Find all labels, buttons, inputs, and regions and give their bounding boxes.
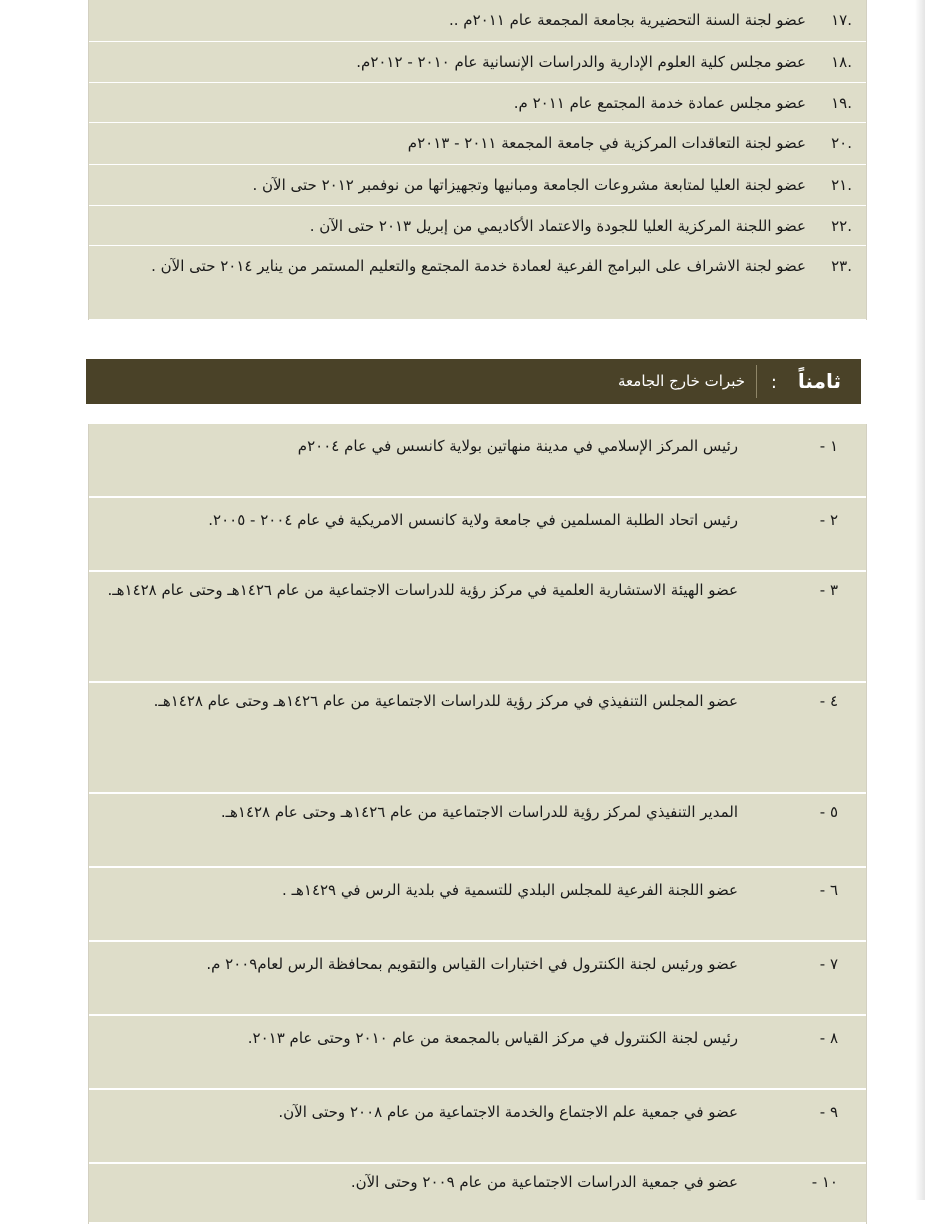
item-text: عضو مجلس كلية العلوم الإدارية والدراسات الإنسانية عام ٢٠١٠ - ٢٠١٢م. — [356, 53, 806, 71]
item-number: .١٨ — [831, 53, 852, 71]
table-row — [89, 794, 866, 868]
item-number: .٢٠ — [831, 134, 852, 152]
table-row — [89, 1090, 866, 1164]
item-text: رئيس اتحاد الطلبة المسلمين في جامعة ولاية كانسس الامريكية في عام ٢٠٠٤ - ٢٠٠٥. — [208, 511, 738, 529]
list-item — [89, 83, 866, 123]
table-row — [89, 868, 866, 942]
list-item — [89, 206, 866, 246]
table-row — [89, 572, 866, 683]
table-row — [89, 424, 866, 498]
item-text: عضو المجلس التنفيذي في مركز رؤية للدراسات الاجتماعية من عام ١٤٢٦هـ وحتى عام ١٤٢٨هـ. — [153, 692, 738, 710]
list-item — [89, 165, 866, 206]
item-number: ١ - — [819, 437, 838, 455]
item-text: عضو مجلس عمادة خدمة المجتمع عام ٢٠١١ م. — [513, 94, 806, 112]
item-number: ٧ - — [819, 955, 838, 973]
section-title: خبرات خارج الجامعة — [618, 372, 745, 390]
list-item — [89, 42, 866, 83]
experience-table — [88, 424, 867, 1224]
header-divider — [756, 365, 757, 398]
table-row — [89, 942, 866, 1016]
item-number: ٤ - — [819, 692, 838, 710]
item-text: عضو اللجنة المركزية العليا للجودة والاعتماد الأكاديمي من إبريل ٢٠١٣ حتى الآن . — [309, 217, 806, 235]
item-number: ٨ - — [819, 1029, 838, 1047]
item-number: ٥ - — [819, 803, 838, 821]
item-text: عضو ورئيس لجنة الكنترول في اختبارات القياس والتقويم بمحافظة الرس لعام٢٠٠٩ م. — [206, 955, 738, 973]
item-text: عضو لجنة العليا لمتابعة مشروعات الجامعة ومبانيها وتجهيزاتها من نوفمبر ٢٠١٢ حتى الآن . — [252, 176, 806, 194]
list-item — [89, 123, 866, 165]
item-number: ٦ - — [819, 881, 838, 899]
item-number: .١٧ — [831, 11, 852, 29]
section-colon: : — [770, 372, 777, 393]
item-text: عضو اللجنة الفرعية للمجلس البلدي للتسمية في بلدية الرس في ١٤٢٩هـ . — [282, 881, 738, 899]
item-number: ١٠ - — [811, 1173, 838, 1191]
item-text: رئيس لجنة الكنترول في مركز القياس بالمجمعة من عام ٢٠١٠ وحتى عام ٢٠١٣. — [247, 1029, 738, 1047]
item-text: عضو الهيئة الاستشارية العلمية في مركز رؤية للدراسات الاجتماعية من عام ١٤٢٦هـ وحتى عام ١٤٢٨هـ. — [107, 581, 738, 599]
item-text: عضو في جمعية علم الاجتماع والخدمة الاجتماعية من عام ٢٠٠٨ وحتى الآن. — [278, 1103, 738, 1121]
section-header — [86, 359, 861, 404]
table-row — [89, 498, 866, 572]
item-text: رئيس المركز الإسلامي في مدينة منهاتين بولاية كانسس في عام ٢٠٠٤م — [297, 437, 738, 455]
item-text: المدير التنفيذي لمركز رؤية للدراسات الاجتماعية من عام ١٤٢٦هـ وحتى عام ١٤٢٨هـ. — [220, 803, 738, 821]
table-row — [89, 1164, 866, 1224]
item-text: عضو لجنة السنة التحضيرية بجامعة المجمعة عام ٢٠١١م .. — [449, 11, 806, 29]
item-number: .٢١ — [831, 176, 852, 194]
item-number: .٢٢ — [831, 217, 852, 235]
upper-list-table — [88, 0, 867, 320]
item-text: عضو لجنة الاشراف على البرامج الفرعية لعمادة خدمة المجتمع والتعليم المستمر من يناير ٢٠١٤ حتى الآن . — [151, 257, 806, 275]
item-number: .٢٣ — [831, 257, 852, 275]
item-text: عضو لجنة التعاقدات المركزية في جامعة المجمعة ٢٠١١ - ٢٠١٣م — [407, 134, 806, 152]
item-number: .١٩ — [831, 94, 852, 112]
table-row — [89, 1016, 866, 1090]
section-number: ثامناً — [797, 369, 841, 393]
list-item — [89, 246, 866, 320]
table-row — [89, 683, 866, 794]
list-item — [89, 0, 866, 42]
item-number: ٢ - — [819, 511, 838, 529]
item-text: عضو في جمعية الدراسات الاجتماعية من عام ٢٠٠٩ وحتى الآن. — [350, 1173, 738, 1191]
page-edge-shadow — [915, 0, 925, 1200]
item-number: ٩ - — [819, 1103, 838, 1121]
item-number: ٣ - — [819, 581, 838, 599]
